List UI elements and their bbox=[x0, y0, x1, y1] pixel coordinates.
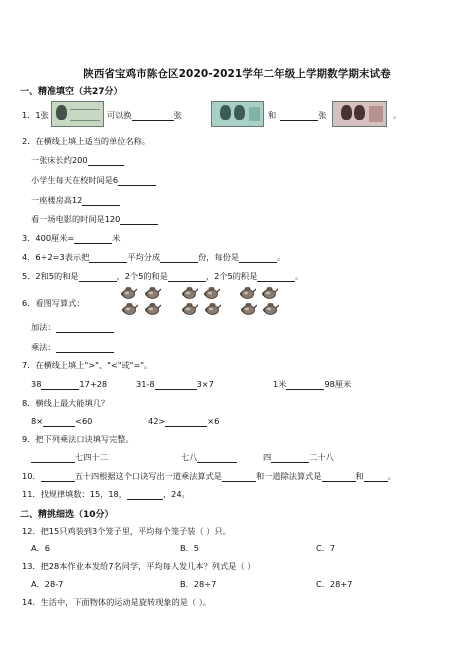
question-14: 14．生活中，下面物体的运动是旋转现象的是（ ）。 bbox=[22, 597, 212, 607]
q12-option-c[interactable]: C．7 bbox=[316, 543, 336, 553]
q9-item-2 bbox=[181, 452, 237, 463]
q7-blank-1[interactable] bbox=[41, 379, 79, 390]
teapot-icon bbox=[144, 285, 161, 299]
q11-blank[interactable] bbox=[127, 489, 163, 500]
q5-blank-2[interactable] bbox=[168, 271, 206, 282]
question-6: 6．看图写算式： bbox=[22, 298, 85, 308]
q8-item-1 bbox=[31, 416, 92, 427]
question-9: 9．把下列乘法口诀填写完整。 bbox=[22, 434, 134, 444]
q8-blank-1[interactable] bbox=[43, 416, 75, 427]
teapot-icon bbox=[181, 285, 198, 299]
q2-blank-2[interactable] bbox=[118, 175, 156, 186]
question-12: 12．把15只鸡装到3个笼子里，平均每个笼子装（ ）只。 bbox=[22, 526, 231, 536]
teapot-icon bbox=[120, 285, 137, 299]
q2-line-2-text: 小学生每天在校时间是6 bbox=[31, 175, 119, 185]
question-7: 7．在横线上填上">"、"<"或"="。 bbox=[22, 360, 153, 370]
q7-right-3: 98厘米 bbox=[324, 379, 352, 389]
q9-text-1: 七四十二 bbox=[75, 452, 108, 462]
q2-blank-4[interactable] bbox=[120, 214, 158, 225]
q10-blank-1[interactable] bbox=[41, 471, 75, 482]
q10-part-e: 。 bbox=[387, 471, 396, 481]
q1-and: 和 bbox=[268, 110, 277, 120]
q7-blank-2[interactable] bbox=[155, 379, 197, 390]
q1-can-exchange: 可以换 bbox=[107, 110, 132, 120]
q9-blank-3[interactable] bbox=[271, 452, 309, 463]
teapot-icon bbox=[181, 301, 198, 315]
teapot-icon bbox=[261, 285, 278, 299]
q5-part-a: 5．2和5的和是 bbox=[22, 271, 79, 281]
q12-option-a[interactable]: A．6 bbox=[31, 543, 50, 553]
question-3 bbox=[22, 233, 120, 244]
q3-text: 3．400厘米= bbox=[22, 233, 75, 243]
q5-part-d: 。 bbox=[295, 271, 304, 281]
q8-left-1: 8× bbox=[31, 416, 44, 426]
q7-compare-3 bbox=[273, 379, 351, 390]
two-jiao-note-image bbox=[332, 101, 387, 127]
q7-left-2: 31-8 bbox=[136, 379, 155, 389]
q1-prefix: 1张 bbox=[35, 110, 49, 120]
q9-blank-1[interactable] bbox=[31, 452, 75, 463]
five-jiao-note-image bbox=[211, 101, 264, 127]
q7-left-1: 38 bbox=[31, 379, 42, 389]
q10-part-d: 和 bbox=[355, 471, 364, 481]
q5-blank-3[interactable] bbox=[257, 271, 295, 282]
q2-line-2 bbox=[31, 175, 156, 186]
q10-blank-3[interactable] bbox=[322, 471, 356, 482]
q4-blank-3[interactable] bbox=[239, 252, 277, 263]
q9-blank-2[interactable] bbox=[197, 452, 237, 463]
teapot-icon bbox=[240, 301, 257, 315]
q2-line-3 bbox=[31, 195, 120, 206]
q6-add-blank[interactable] bbox=[56, 322, 114, 333]
q9-text-2: 七八 bbox=[181, 452, 198, 462]
question-8: 8．横线上最大能填几？ bbox=[22, 398, 110, 408]
q10-number: 10． bbox=[22, 471, 41, 481]
q9-text-3: 四 bbox=[263, 452, 272, 462]
q4-part-c: 份，每份是 bbox=[198, 252, 240, 262]
q2-line-4-text: 看一场电影的时间是120 bbox=[31, 214, 121, 224]
q9-item-3 bbox=[263, 452, 334, 463]
q8-blank-2[interactable] bbox=[165, 416, 207, 427]
teapot-icon bbox=[203, 285, 220, 299]
q5-part-b: ，2个5的和是 bbox=[116, 271, 168, 281]
teapot-icon bbox=[204, 301, 221, 315]
q6-mul-label: 乘法： bbox=[31, 342, 56, 352]
q1-end: 。 bbox=[393, 110, 402, 120]
q6-addition bbox=[31, 322, 114, 333]
q7-left-3: 1米 bbox=[273, 379, 287, 389]
q2-line-1-text: 一张床长约200 bbox=[31, 155, 88, 165]
question-11 bbox=[22, 489, 190, 500]
q8-left-2: 42> bbox=[148, 416, 166, 426]
q4-part-b: 平均分成 bbox=[127, 252, 161, 262]
q8-item-2 bbox=[148, 416, 219, 427]
q2-line-4 bbox=[31, 214, 158, 225]
q10-blank-4[interactable] bbox=[364, 471, 388, 482]
q4-part-d: 。 bbox=[277, 252, 286, 262]
q1-blank-1[interactable] bbox=[132, 110, 174, 121]
q5-part-c: ，2个5的积是 bbox=[205, 271, 258, 281]
question-5 bbox=[22, 271, 304, 282]
q2-blank-3[interactable] bbox=[82, 195, 120, 206]
q13-option-b[interactable]: B．28÷7 bbox=[180, 579, 217, 589]
question-1 bbox=[22, 110, 49, 121]
question-13: 13．把28本作业本发给7名同学，平均每人发几本？列式是（ ） bbox=[22, 561, 256, 571]
q1-unit-1: 张 bbox=[173, 110, 182, 120]
q6-add-label: 加法： bbox=[31, 322, 56, 332]
q6-multiplication bbox=[31, 342, 114, 353]
q12-option-b[interactable]: B．5 bbox=[180, 543, 200, 553]
teapot-icon bbox=[262, 301, 279, 315]
q3-unit: 米 bbox=[112, 233, 121, 243]
teapot-icon bbox=[239, 285, 256, 299]
q2-line-1 bbox=[31, 155, 124, 166]
q10-part-b: 五十四根据这个口诀写出一道乘法算式是 bbox=[74, 471, 222, 481]
q4-part-a: 4．6÷2=3表示把 bbox=[22, 252, 90, 262]
q11-part-b: ，24。 bbox=[162, 489, 190, 499]
section-heading-fill-blanks: 一、精准填空（共27分） bbox=[20, 87, 123, 97]
q7-blank-3[interactable] bbox=[286, 379, 324, 390]
q13-option-c[interactable]: C．28+7 bbox=[316, 579, 353, 589]
q13-option-a[interactable]: A．28-7 bbox=[31, 579, 64, 589]
q1-number: 1． bbox=[22, 110, 36, 120]
q7-compare-2 bbox=[136, 379, 214, 390]
q10-part-c: 和一道除法算式是 bbox=[256, 471, 322, 481]
q8-right-1: <60 bbox=[75, 416, 93, 426]
q4-blank-1[interactable] bbox=[89, 252, 127, 263]
teapot-icon bbox=[121, 301, 138, 315]
q4-blank-2[interactable] bbox=[160, 252, 198, 263]
question-4 bbox=[22, 252, 285, 263]
q7-right-2: 3×7 bbox=[196, 379, 214, 389]
q3-blank[interactable] bbox=[74, 233, 112, 244]
one-yuan-note-image bbox=[51, 101, 104, 127]
q9-item-1 bbox=[31, 452, 108, 463]
q2-blank-1[interactable] bbox=[88, 155, 124, 166]
page-title: 陕西省宝鸡市陈仓区2020-2021学年二年级上学期数学期末试卷 bbox=[83, 68, 391, 80]
q5-blank-1[interactable] bbox=[79, 271, 117, 282]
question-2: 2．在横线上填上适当的单位名称。 bbox=[22, 136, 151, 146]
q10-blank-2[interactable] bbox=[222, 471, 256, 482]
teapot-icon bbox=[144, 301, 161, 315]
q8-right-2: ×6 bbox=[207, 416, 220, 426]
q11-part-a: 11．找规律填数：15，18， bbox=[22, 489, 127, 499]
q1-unit-2: 张 bbox=[318, 110, 327, 120]
q6-mul-blank[interactable] bbox=[56, 342, 114, 353]
q9-text-4: 二十八 bbox=[309, 452, 334, 462]
question-10 bbox=[22, 471, 396, 482]
q2-line-3-text: 一座楼房高12 bbox=[31, 195, 83, 205]
section-heading-multiple-choice: 二、精挑细选（10分） bbox=[20, 510, 114, 520]
q1-blank-2[interactable] bbox=[280, 110, 318, 121]
q7-compare-1 bbox=[31, 379, 107, 390]
q7-right-1: 17+28 bbox=[79, 379, 108, 389]
